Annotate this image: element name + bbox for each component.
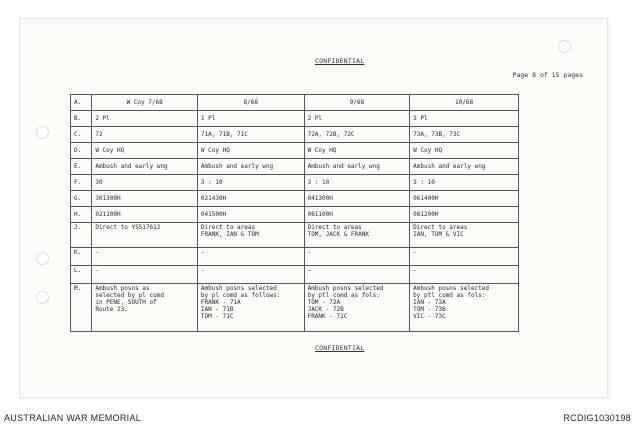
document-page: [19, 18, 608, 398]
table-cell: 301300H: [92, 191, 198, 207]
table-row: [71, 175, 519, 191]
table-cell: 73A, 73B, 73C: [410, 127, 519, 143]
table-cell: 2 Pl: [92, 111, 198, 127]
punch-hole: [36, 291, 49, 304]
table-cell: -: [304, 248, 410, 266]
table-cell: Direct to YS517612: [92, 223, 198, 248]
table-cell: W Coy HQ: [197, 143, 304, 159]
table-cell: 2 Pl: [304, 111, 410, 127]
table-row: [71, 266, 519, 284]
table-cell: -: [92, 248, 198, 266]
footer-classification: CONFIDENTIAL: [315, 344, 365, 352]
table-cell: W Coy 7/68: [92, 95, 198, 111]
table-cell: 30: [92, 175, 198, 191]
table-row: [71, 284, 519, 332]
table-cell: -: [92, 266, 198, 284]
punch-hole: [36, 252, 49, 265]
table-cell: 021430H: [197, 191, 304, 207]
table-cell: Ambush and early wng: [92, 159, 198, 175]
punch-hole: [36, 126, 49, 139]
table-cell: 9/68: [304, 95, 410, 111]
table-row: [71, 248, 519, 266]
table-cell: D.: [71, 143, 92, 159]
table-cell: 71A, 71B, 71C: [197, 127, 304, 143]
table-cell: Ambush posns selected by pl comd as follows: FRANK - 71A IAN - 71B TOM - 71C: [197, 284, 304, 332]
table-cell: M.: [71, 284, 92, 332]
table-cell: Ambush posns selected by ptl comd as fols: IAN - 73A TOM - 73B VIC - 73C: [410, 284, 519, 332]
table-cell: 041500H: [197, 207, 304, 223]
table-cell: Ambush and early wng: [304, 159, 410, 175]
table-cell: 3 Pl: [410, 111, 519, 127]
table-cell: -: [197, 248, 304, 266]
page-number: Page 8 of 15 pages: [512, 71, 583, 79]
table-cell: 021100H: [92, 207, 198, 223]
table-row: [71, 207, 519, 223]
table-row: [71, 191, 519, 207]
table-cell: Ambush and early wng: [410, 159, 519, 175]
table-cell: W Coy HQ: [92, 143, 198, 159]
table-cell: W Coy HQ: [304, 143, 410, 159]
table-cell: Ambush and early wng: [197, 159, 304, 175]
table-cell: -: [304, 266, 410, 284]
archive-credit: AUSTRALIAN WAR MEMORIAL: [4, 413, 142, 423]
table-cell: J.: [71, 223, 92, 248]
table-cell: -: [197, 266, 304, 284]
table-cell: -: [410, 248, 519, 266]
table-row: [71, 143, 519, 159]
table-cell: 8/68: [197, 95, 304, 111]
table-cell: 72: [92, 127, 198, 143]
table-cell: W Coy HQ: [410, 143, 519, 159]
table-cell: -: [410, 266, 519, 284]
table-row: [71, 127, 519, 143]
table-row: [71, 223, 519, 248]
table-cell: Ambush posns selected by ptl comd as fols: TOM - 72A JACK - 72B FRANK - 72C: [304, 284, 410, 332]
table-cell: 1 Pl: [197, 111, 304, 127]
table-cell: G.: [71, 191, 92, 207]
table-row: [71, 159, 519, 175]
archive-reference: RCDIG1030198: [563, 413, 631, 423]
table-cell: 10/68: [410, 95, 519, 111]
table-cell: E.: [71, 159, 92, 175]
table-cell: Direct to areas IAN, TOM & VIC: [410, 223, 519, 248]
table-cell: B.: [71, 111, 92, 127]
table-cell: 041300H: [304, 191, 410, 207]
table-cell: K.: [71, 248, 92, 266]
table-cell: 72A, 72B, 72C: [304, 127, 410, 143]
table-cell: A.: [71, 95, 92, 111]
table-cell: 061400H: [410, 191, 519, 207]
table-cell: Ambush posns as selected by pl comd in PENE, SOUTH of Route 23.: [92, 284, 198, 332]
punch-hole: [558, 40, 571, 53]
table-cell: Direct to areas FRANK, IAN & TOM: [197, 223, 304, 248]
table-cell: Direct to areas TOM, JACK & FRANK: [304, 223, 410, 248]
table-row: [71, 111, 519, 127]
table-cell: 3 : 10: [304, 175, 410, 191]
table-cell: F.: [71, 175, 92, 191]
table-cell: H.: [71, 207, 92, 223]
orders-table: [70, 94, 519, 332]
table-cell: L.: [71, 266, 92, 284]
header-classification: CONFIDENTIAL: [315, 57, 365, 65]
table-cell: C.: [71, 127, 92, 143]
table-cell: 081200H: [410, 207, 519, 223]
table-header-row: [71, 95, 519, 111]
table-cell: 061100H: [304, 207, 410, 223]
table-cell: 3 : 10: [410, 175, 519, 191]
table-cell: 3 : 10: [197, 175, 304, 191]
